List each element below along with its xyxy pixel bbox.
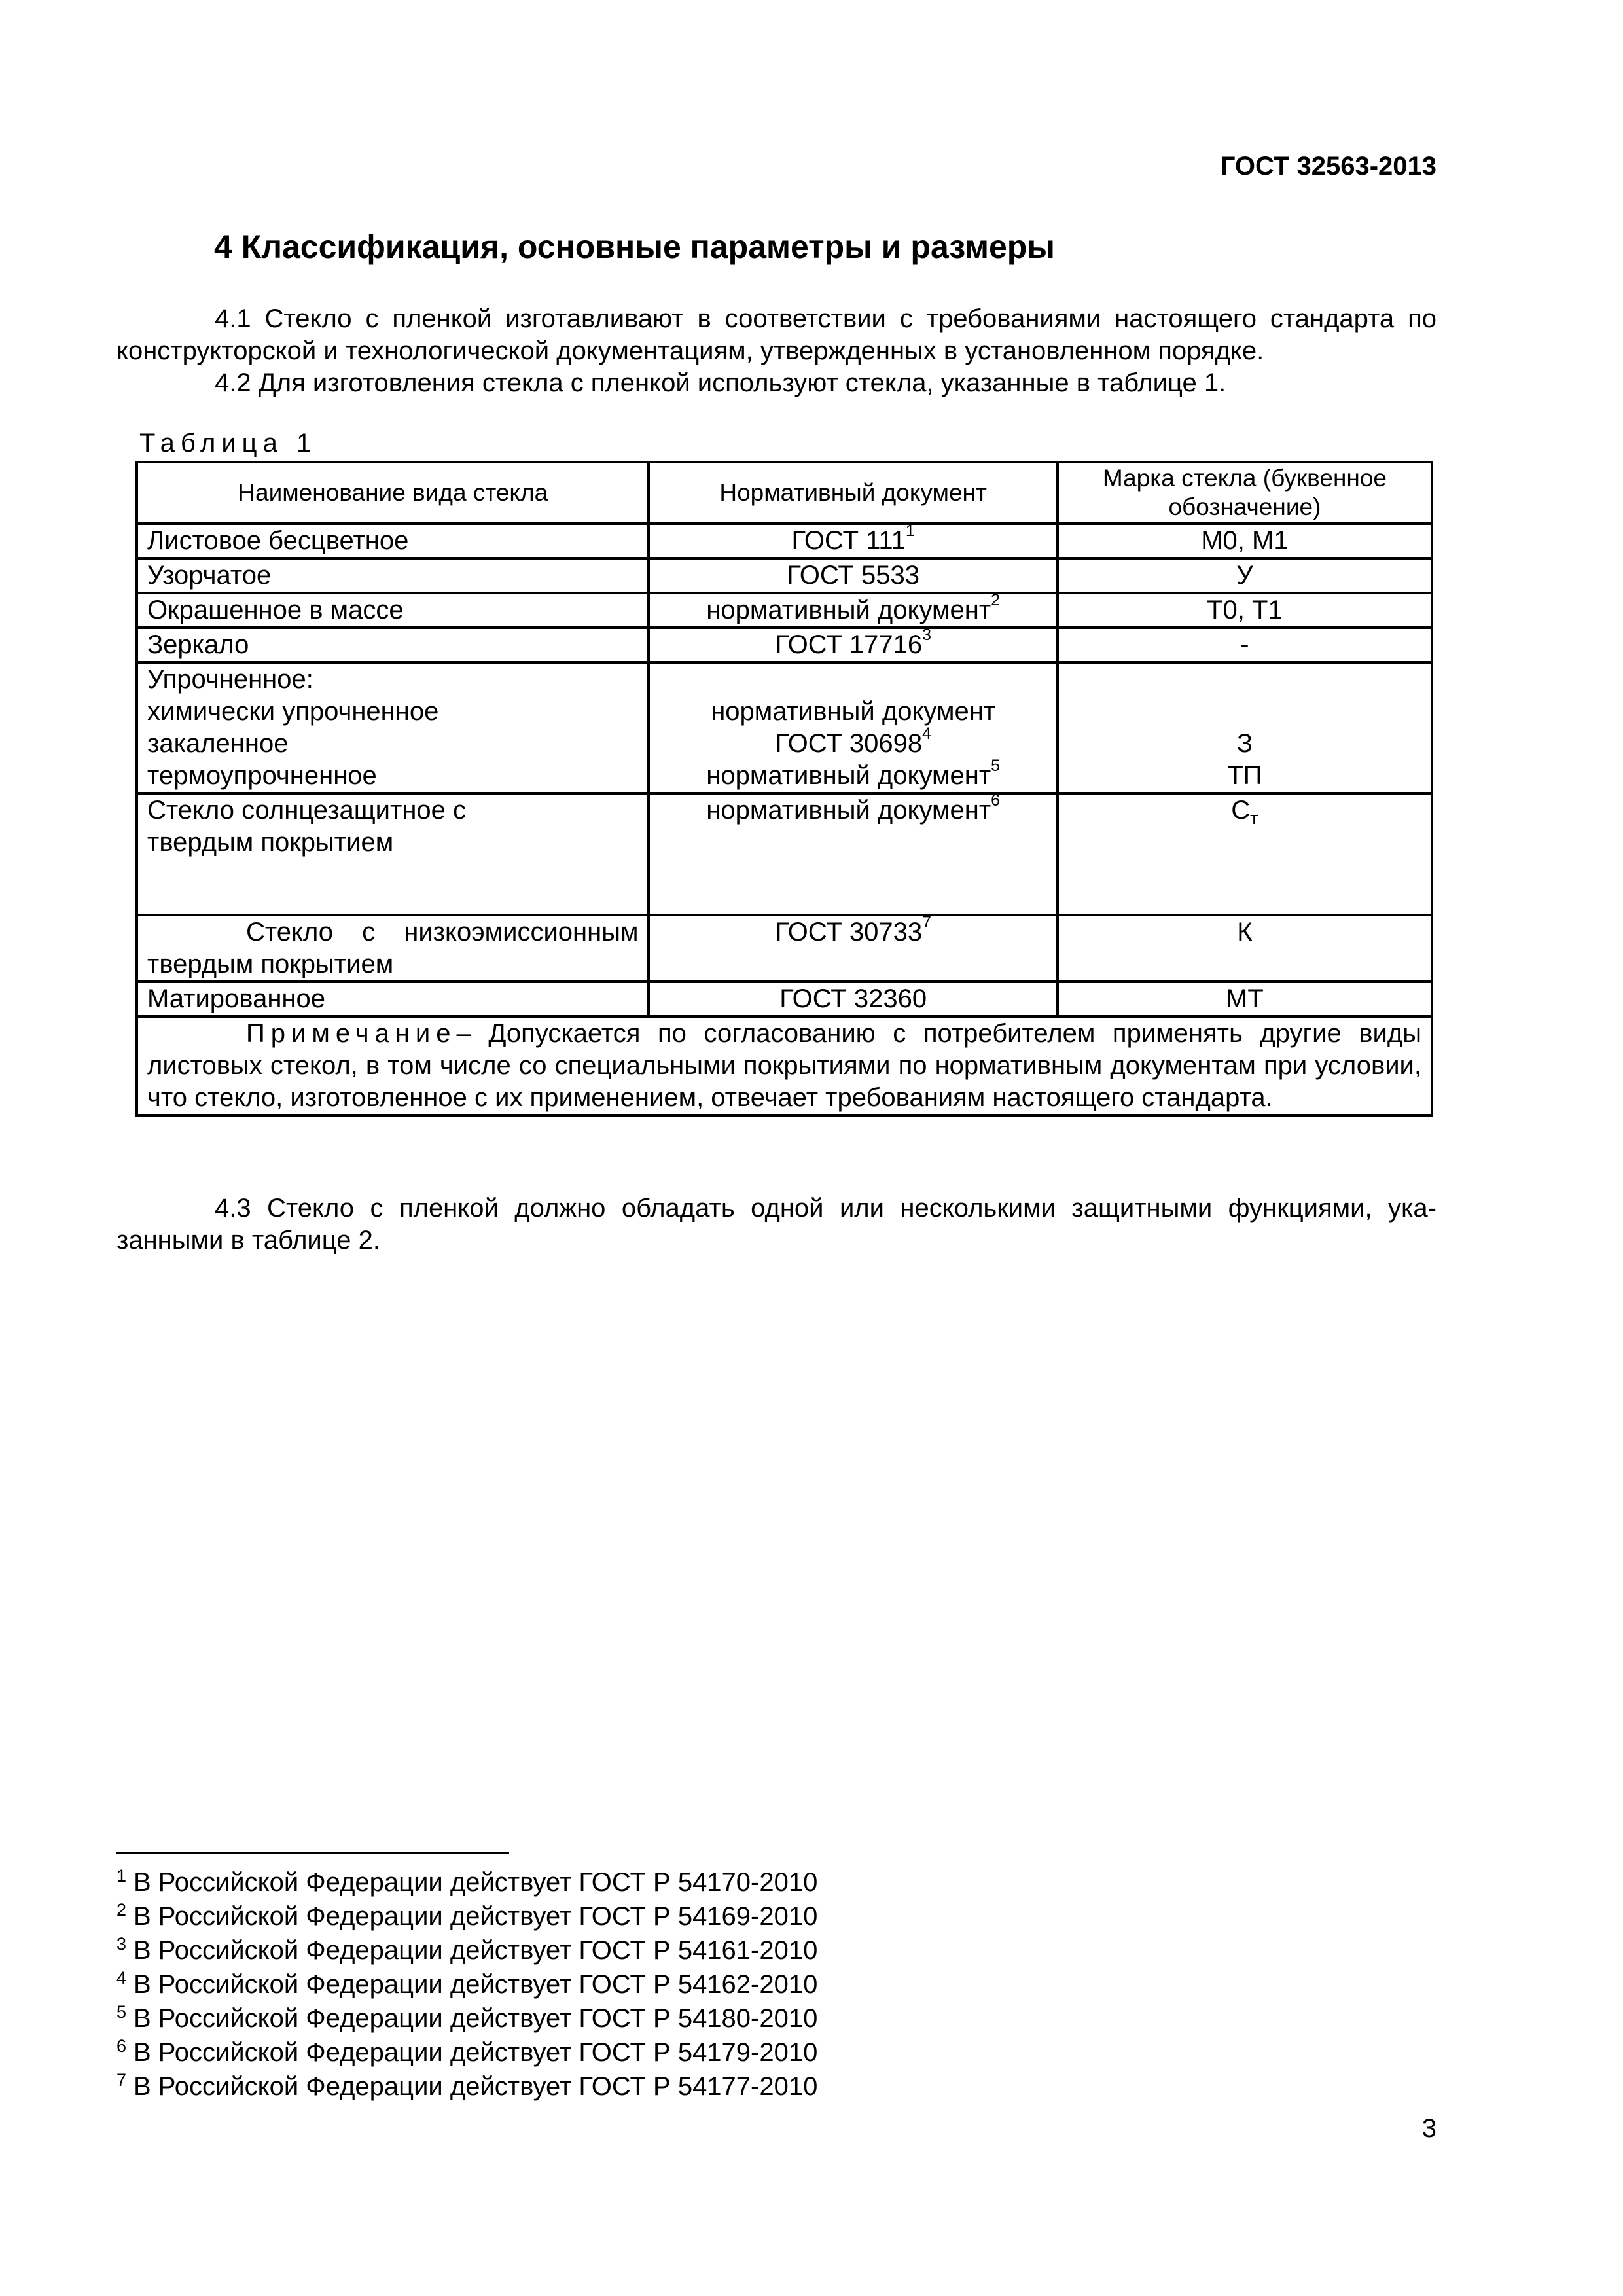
- table-caption: Таблица 1: [139, 429, 317, 457]
- table-header-doc: Нормативный документ: [649, 462, 1057, 524]
- footnote-number: 6: [116, 2036, 127, 2056]
- doc-text: ГОСТ 111: [791, 526, 906, 555]
- footnote-text: В Российской Федерации действует ГОСТ Р 54169-2010: [134, 1902, 818, 1931]
- mark-main: С: [1231, 796, 1251, 825]
- standard-number: ГОСТ 32563-2013: [1220, 152, 1436, 181]
- solar-line2: твердым покрытием: [147, 828, 394, 857]
- cell-mark: Т0, Т1: [1058, 593, 1432, 628]
- paragraph-4-3-line1: 4.3 Стекло с пленкой должно обладать одной или несколькими защитными функциями, ука-: [215, 1194, 1436, 1223]
- paragraph-4-2-text: 4.2 Для изготовления стекла с пленкой используют стекла, указанные в таблице 1.: [215, 368, 1226, 397]
- table-row-solar: [137, 793, 1432, 915]
- hardened-doc1: нормативный документ: [711, 697, 996, 726]
- hardened-doc3: [659, 756, 1046, 792]
- footnote-number: 4: [116, 1968, 127, 1988]
- doc-text: нормативный документ: [706, 761, 991, 790]
- table-row: [137, 593, 1432, 628]
- footnote-item: [116, 1935, 817, 1969]
- paragraph-4-3-line2: занными в таблице 2.: [116, 1226, 380, 1255]
- cell-doc: [649, 625, 1057, 662]
- doc-text: нормативный документ: [706, 596, 991, 624]
- table-1: [135, 461, 1433, 1117]
- note-text: – Допускается по согласованию с потребителем применять другие виды листовых стекол, в том числе со специальными покрытиями по нормативным документам при условии, что стекло, изготовленное с их применением, отвечает требованиям настоящего стандарта.: [147, 1019, 1421, 1112]
- cell-mark: М0, М1: [1058, 524, 1432, 558]
- section-title: 4 Классификация, основные параметры и размеры: [214, 228, 1056, 265]
- lowe-line2: твердым покрытием: [147, 950, 394, 978]
- cell-type: [137, 793, 649, 915]
- cell-type: Узорчатое: [137, 558, 649, 593]
- table-header-mark: Марка стекла (буквенное обозначение): [1058, 462, 1432, 524]
- footnote-item: [116, 2071, 817, 2105]
- hardened-title: Упрочненное:: [147, 665, 313, 694]
- footnote-number: 5: [116, 2002, 127, 2022]
- note-label: Примечание: [246, 1019, 457, 1048]
- cell-mark: У: [1058, 558, 1432, 593]
- cell-type: [137, 915, 649, 982]
- footnote-number: 7: [116, 2070, 127, 2090]
- cell-mark: К: [1058, 915, 1432, 982]
- hardened-sub3: термоупрочненное: [147, 761, 377, 790]
- footnote-text: В Российской Федерации действует ГОСТ Р 54177-2010: [134, 2072, 818, 2101]
- footnote-text: В Российской Федерации действует ГОСТ Р 54161-2010: [134, 1936, 818, 1965]
- doc-text: ГОСТ 30698: [775, 729, 923, 758]
- cell-doc: [649, 912, 1057, 982]
- cell-type: Зеркало: [137, 628, 649, 662]
- table-row-hardened: [137, 662, 1432, 793]
- table-row: [137, 524, 1432, 558]
- cell-mark: МТ: [1058, 982, 1432, 1016]
- footnote-ref: 1: [905, 521, 915, 540]
- hardened-mark2: З: [1236, 729, 1253, 758]
- cell-doc: [649, 590, 1057, 628]
- footnote-item: [116, 1867, 817, 1901]
- cell-type: [137, 662, 649, 793]
- page-number: 3: [1421, 2114, 1436, 2143]
- footnote-ref: 3: [922, 625, 932, 644]
- table-row: [137, 982, 1432, 1016]
- footnote-number: 3: [116, 1934, 127, 1954]
- footnote-ref: 4: [922, 724, 932, 743]
- hardened-sub1: химически упрочненное: [147, 697, 439, 726]
- paragraph-4-1-line1: 4.1 Стекло с пленкой изготавливают в соответствии с требованиями настоящего стандарта по: [215, 304, 1436, 333]
- footnote-number: 2: [116, 1900, 127, 1920]
- paragraph-4-1: [116, 303, 1436, 367]
- hardened-sub2: закаленное: [147, 729, 289, 758]
- table-note: [137, 1016, 1432, 1115]
- hardened-mark3: ТП: [1227, 761, 1262, 790]
- footnote-ref: 7: [922, 912, 932, 931]
- cell-type: Листовое бесцветное: [137, 524, 649, 558]
- paragraph-4-2: [116, 367, 1436, 399]
- cell-doc: [649, 521, 1057, 558]
- doc-text: ГОСТ 17716: [775, 630, 923, 659]
- footnote-item: [116, 1901, 817, 1935]
- lowe-line1: Стекло с низкоэмиссионным: [246, 918, 639, 946]
- doc-text: нормативный документ: [706, 796, 991, 825]
- paragraph-4-3: [116, 1193, 1436, 1257]
- footnote-ref: 5: [991, 756, 1001, 775]
- table-row-lowe: [137, 915, 1432, 982]
- cell-doc: ГОСТ 32360: [649, 982, 1057, 1016]
- cell-mark: -: [1058, 628, 1432, 662]
- footnote-text: В Российской Федерации действует ГОСТ Р 54180-2010: [134, 2004, 818, 2033]
- doc-text: ГОСТ 30733: [775, 918, 923, 946]
- footnote-item: [116, 2037, 817, 2071]
- cell-mark: [1058, 793, 1432, 915]
- table-header-type: Наименование вида стекла: [137, 462, 649, 524]
- footnote-ref: 6: [991, 791, 1001, 810]
- table-note-row: [137, 1016, 1432, 1115]
- solar-line1: Стекло солнцезащитное с: [147, 796, 467, 825]
- mark-subscript: т: [1250, 808, 1258, 828]
- hardened-doc2: [659, 724, 1046, 760]
- cell-doc: [649, 793, 1057, 915]
- paragraph-4-1-line2: конструкторской и технологической документациям, утвержденных в установленном порядке.: [116, 336, 1264, 365]
- cell-type: Окрашенное в массе: [137, 593, 649, 628]
- footnotes: [116, 1867, 817, 2105]
- cell-doc: [649, 662, 1057, 793]
- cell-type: Матированное: [137, 982, 649, 1016]
- cell-mark: [1058, 662, 1432, 793]
- footnote-text: В Российской Федерации действует ГОСТ Р 54170-2010: [134, 1868, 818, 1897]
- footnote-number: 1: [116, 1866, 127, 1886]
- table-row: [137, 558, 1432, 593]
- footnote-separator: [116, 1852, 509, 1854]
- table-header-row: [137, 462, 1432, 524]
- footnote-item: [116, 2003, 817, 2037]
- table-row: [137, 628, 1432, 662]
- footnote-item: [116, 1969, 817, 2003]
- footnote-ref: 2: [991, 590, 1001, 609]
- footnote-text: В Российской Федерации действует ГОСТ Р 54162-2010: [134, 1970, 818, 1999]
- footnote-text: В Российской Федерации действует ГОСТ Р 54179-2010: [134, 2038, 818, 2067]
- cell-doc: ГОСТ 5533: [649, 558, 1057, 593]
